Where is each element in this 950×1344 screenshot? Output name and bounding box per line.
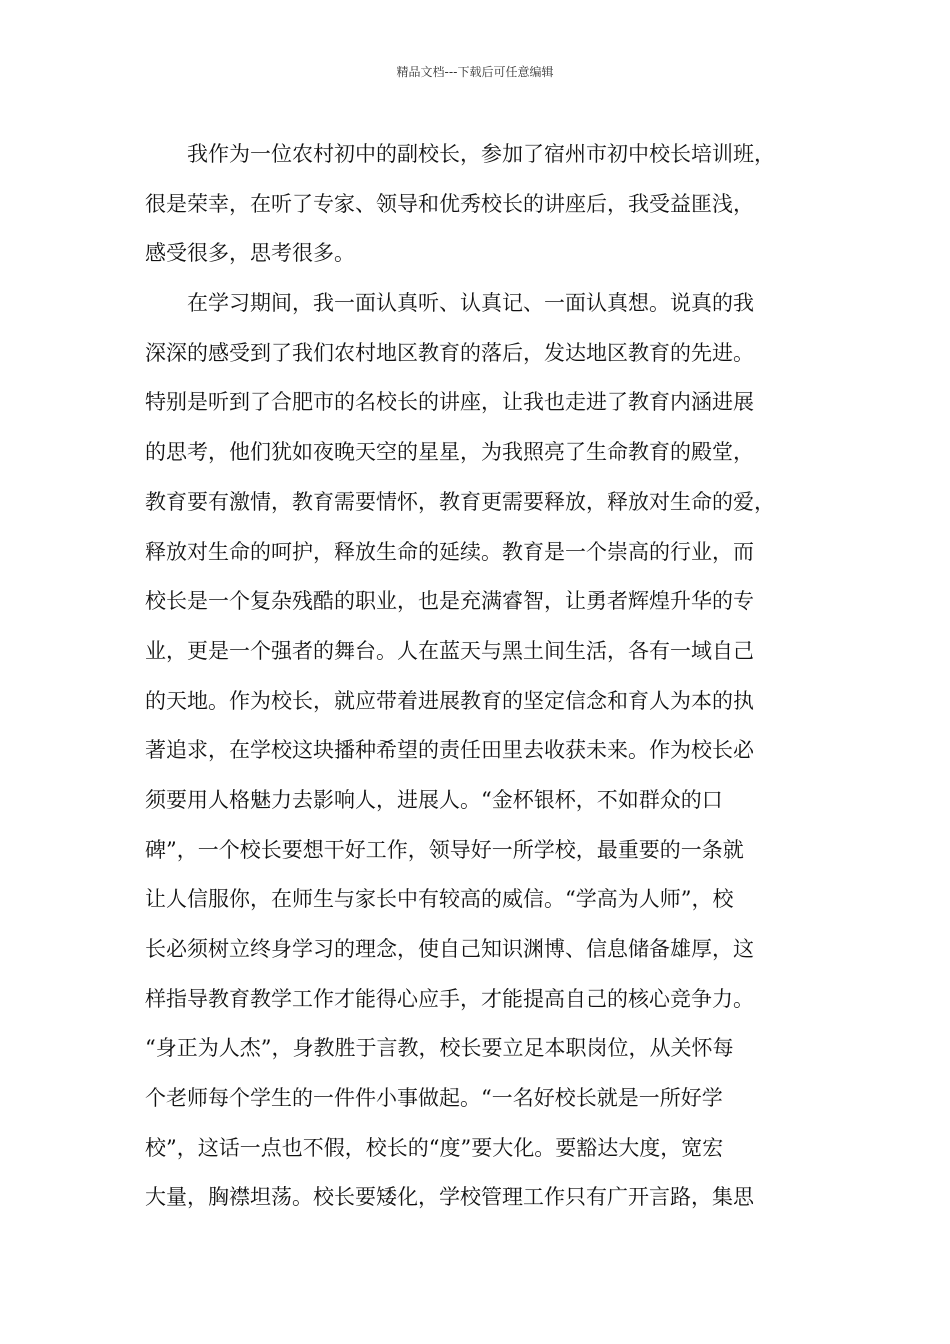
paragraph-2 [145,279,825,1223]
text-line: 特别是听到了合肥市的名校长的讲座，让我也走进了教育内涵进展 [145,390,754,415]
paragraph-1 [145,130,825,279]
text-line: 释放对生命的呵护，释放生命的延续。教育是一个崇高的行业，而 [145,539,754,564]
text-line: 的思考，他们犹如夜晚天空的星星，为我照亮了生命教育的殿堂， [145,440,754,465]
document-body [145,130,825,1223]
text-line: 校长是一个复杂残酷的职业，也是充满睿智，让勇者辉煌升华的专 [145,589,754,614]
text-line: 个老师每个学生的一件件小事做起。“一名好校长就是一所好学 [145,1086,723,1111]
text-line: 著追求，在学校这块播种希望的责任田里去收获未来。作为校长必 [145,738,754,763]
text-line: 大量，胸襟坦荡。校长要矮化，学校管理工作只有广开言路，集思 [145,1185,754,1210]
text-line: 业，更是一个强者的舞台。人在蓝天与黑土间生活，各有一域自己 [145,638,754,663]
text-line: 让人信服你，在师生与家长中有较高的威信。“学高为人师”，校 [145,887,734,912]
text-line: 须要用人格魅力去影响人，进展人。“金杯银杯，不如群众的口 [145,787,723,812]
text-line: 教育要有激情，教育需要情怀，教育更需要释放，释放对生命的爱， [145,489,775,514]
text-line: 碑”，一个校长要想干好工作，领导好一所学校，最重要的一条就 [145,837,744,862]
text-line: “身正为人杰”，身教胜于言教，校长要立足本职岗位，从关怀每 [145,1036,734,1061]
text-line: 很是荣幸，在听了专家、领导和优秀校长的讲座后，我受益匪浅， [145,191,754,216]
text-line: 校”，这话一点也不假，校长的“度”要大化。要豁达大度，宽宏 [145,1135,724,1160]
text-line: 深深的感受到了我们农村地区教育的落后，发达地区教育的先进。 [145,340,754,365]
text-line: 在学习期间，我一面认真听、认真记、一面认真想。说真的我 [187,291,754,316]
page-header: 精品文档---下载后可任意编辑 [396,65,554,79]
text-line: 感受很多，思考很多。 [145,241,355,266]
text-line: 我作为一位农村初中的副校长，参加了宿州市初中校长培训班， [187,142,775,166]
text-line: 的天地。作为校长，就应带着进展教育的坚定信念和育人为本的执 [145,688,754,713]
text-line: 样指导教育教学工作才能得心应手，才能提高自己的核心竞争力。 [145,986,754,1011]
text-line: 长必须树立终身学习的理念，使自己知识渊博、信息储备雄厚，这 [145,937,754,961]
